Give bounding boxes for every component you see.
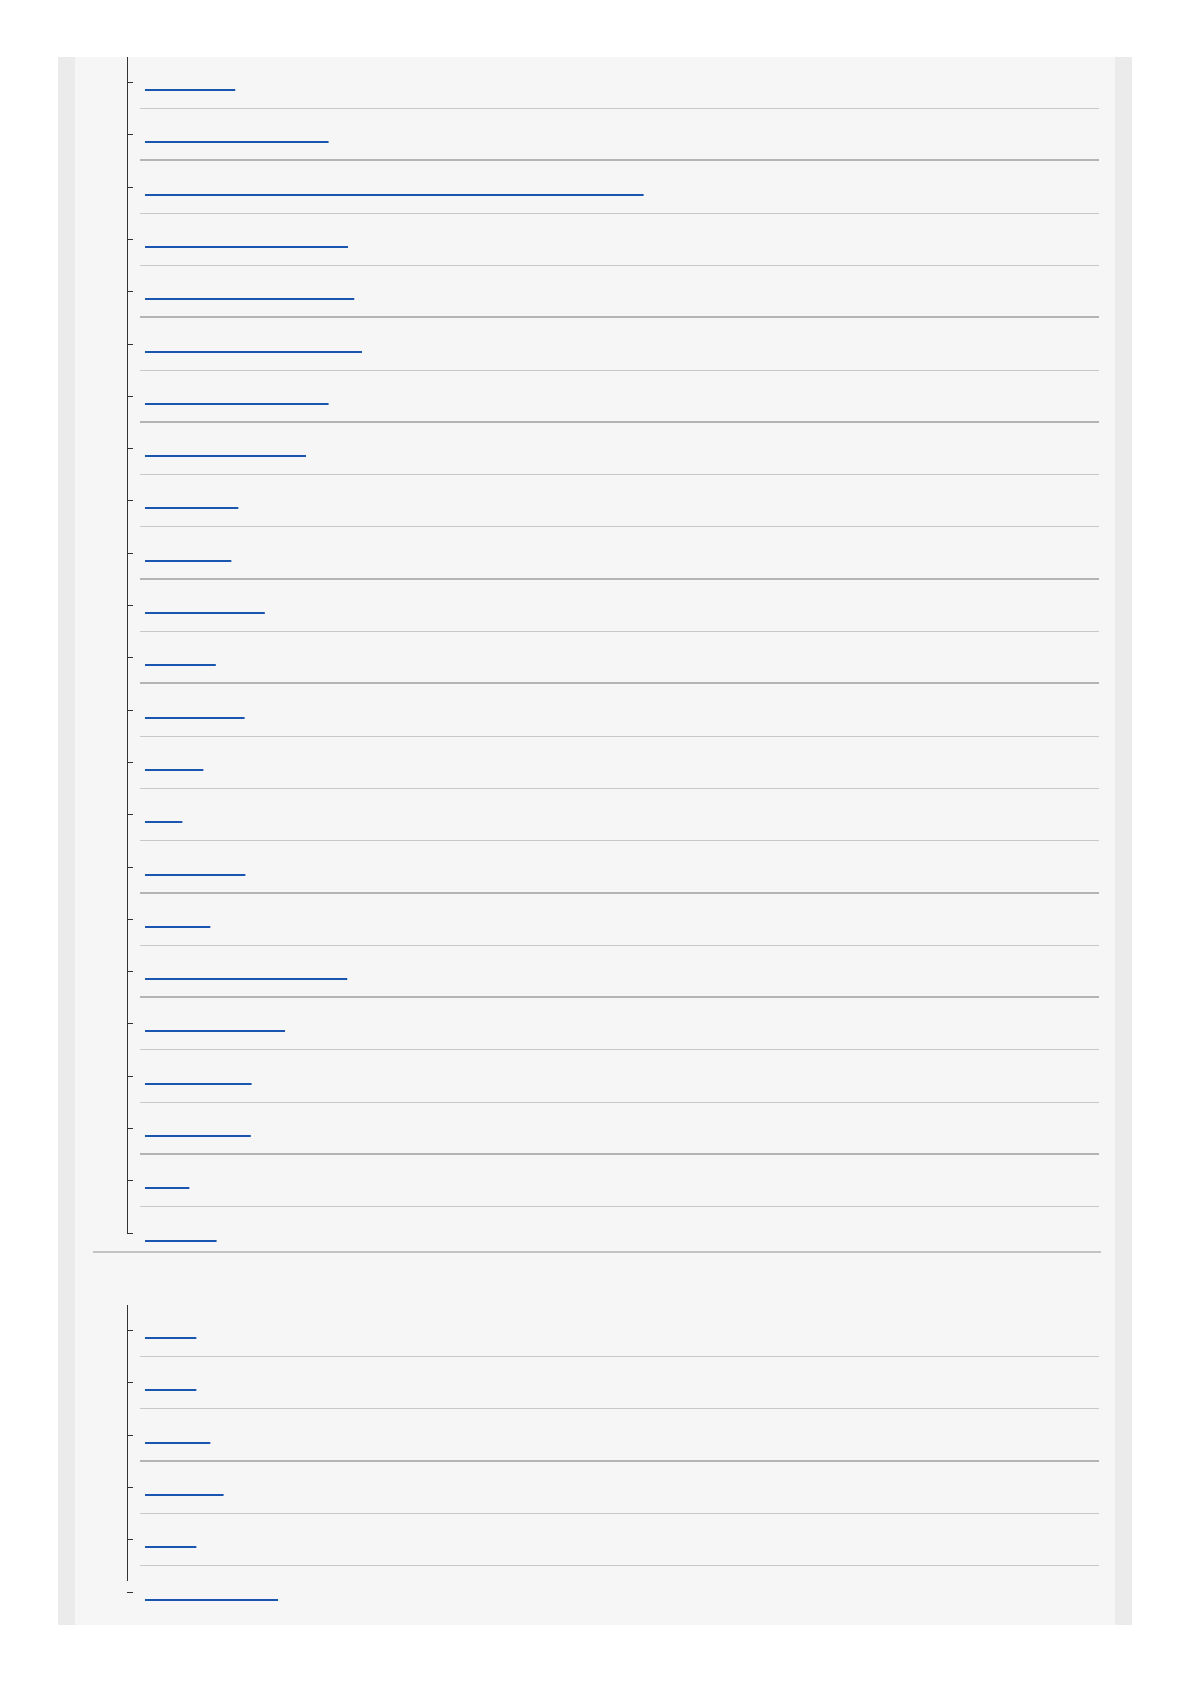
tree-branch-tick — [127, 657, 133, 658]
tree-branch-tick — [127, 919, 133, 920]
toc-link[interactable] — [145, 805, 182, 823]
toc-item — [127, 946, 1099, 998]
tree-branch-tick — [127, 1330, 133, 1331]
tree-branch-tick — [127, 1487, 133, 1488]
toc-link[interactable] — [145, 648, 216, 666]
toc-link[interactable] — [145, 1224, 217, 1242]
toc-link[interactable] — [145, 439, 306, 457]
tree-branch-tick — [127, 710, 133, 711]
toc-link[interactable] — [145, 387, 329, 405]
toc-link[interactable] — [145, 491, 238, 509]
page-frame — [58, 57, 1132, 1625]
toc-item — [127, 998, 1099, 1050]
tree-branch-tick — [127, 1128, 133, 1129]
tree-branch-tick — [127, 1382, 133, 1383]
tree-branch-tick — [127, 134, 133, 135]
toc-item — [127, 319, 1099, 371]
tree-branch-tick — [127, 500, 133, 501]
toc-link[interactable] — [145, 1583, 278, 1601]
tree-branch-tick — [127, 1233, 133, 1234]
toc-item — [127, 580, 1099, 632]
tree-branch-tick — [127, 187, 133, 188]
toc-link[interactable] — [145, 910, 210, 928]
tree-branch-tick — [127, 1539, 133, 1540]
toc-link[interactable] — [145, 125, 329, 143]
tree-branch-tick — [127, 814, 133, 815]
toc-link[interactable] — [145, 858, 245, 876]
toc-item — [127, 57, 1099, 109]
toc-item — [127, 423, 1099, 475]
tree-branch-tick — [127, 1435, 133, 1436]
toc-link[interactable] — [145, 596, 265, 614]
tree-branch-tick — [127, 553, 133, 554]
toc-item — [127, 162, 1099, 214]
toc-item — [127, 109, 1099, 161]
toc-link[interactable] — [145, 282, 354, 300]
toc-item — [127, 685, 1099, 737]
toc-link[interactable] — [145, 73, 235, 91]
toc-item — [127, 632, 1099, 684]
toc-link[interactable] — [145, 962, 347, 980]
toc-item — [127, 1567, 1099, 1619]
tree-branch-tick — [127, 239, 133, 240]
toc-item — [127, 371, 1099, 423]
toc-link[interactable] — [145, 1171, 189, 1189]
toc-link[interactable] — [145, 701, 245, 719]
tree-branch-tick — [127, 396, 133, 397]
tree-branch-tick — [127, 344, 133, 345]
toc-item — [127, 475, 1099, 527]
tree-branch-tick — [127, 867, 133, 868]
toc-link[interactable] — [145, 1067, 252, 1085]
toc-link[interactable] — [145, 1426, 210, 1444]
toc-item — [127, 894, 1099, 946]
tree-branch-tick — [127, 762, 133, 763]
toc-item — [127, 1305, 1099, 1357]
toc-item — [127, 1410, 1099, 1462]
toc-item — [127, 842, 1099, 894]
toc-link[interactable] — [145, 1119, 251, 1137]
toc-link[interactable] — [145, 335, 362, 353]
toc-link[interactable] — [145, 544, 231, 562]
tree-branch-tick — [127, 448, 133, 449]
toc-item — [127, 266, 1099, 318]
tree-branch-tick — [127, 1180, 133, 1181]
tree-branch-tick — [127, 1592, 133, 1593]
toc-link[interactable] — [145, 1321, 196, 1339]
toc-item — [127, 737, 1099, 789]
tree-branch-tick — [127, 1023, 133, 1024]
toc-item — [127, 789, 1099, 841]
toc-item — [127, 1051, 1099, 1103]
tree-branch-tick — [127, 82, 133, 83]
tree-branch-tick — [127, 1076, 133, 1077]
tree-branch-tick — [127, 605, 133, 606]
toc-link[interactable] — [145, 753, 203, 771]
toc-link[interactable] — [145, 1478, 224, 1496]
toc-item — [127, 1103, 1099, 1155]
toc-item — [127, 1155, 1099, 1207]
toc-item — [127, 528, 1099, 580]
toc-link[interactable] — [145, 230, 348, 248]
tree-branch-tick — [127, 291, 133, 292]
toc-item — [127, 1514, 1099, 1566]
toc-link[interactable] — [145, 1530, 196, 1548]
toc-item — [127, 1357, 1099, 1409]
toc-item — [127, 214, 1099, 266]
toc-panel — [75, 57, 1115, 1625]
toc-link[interactable] — [145, 178, 644, 196]
section-divider — [93, 1251, 1101, 1253]
toc-link[interactable] — [145, 1014, 285, 1032]
tree-branch-tick — [127, 971, 133, 972]
toc-link[interactable] — [145, 1373, 196, 1391]
toc-item — [127, 1462, 1099, 1514]
